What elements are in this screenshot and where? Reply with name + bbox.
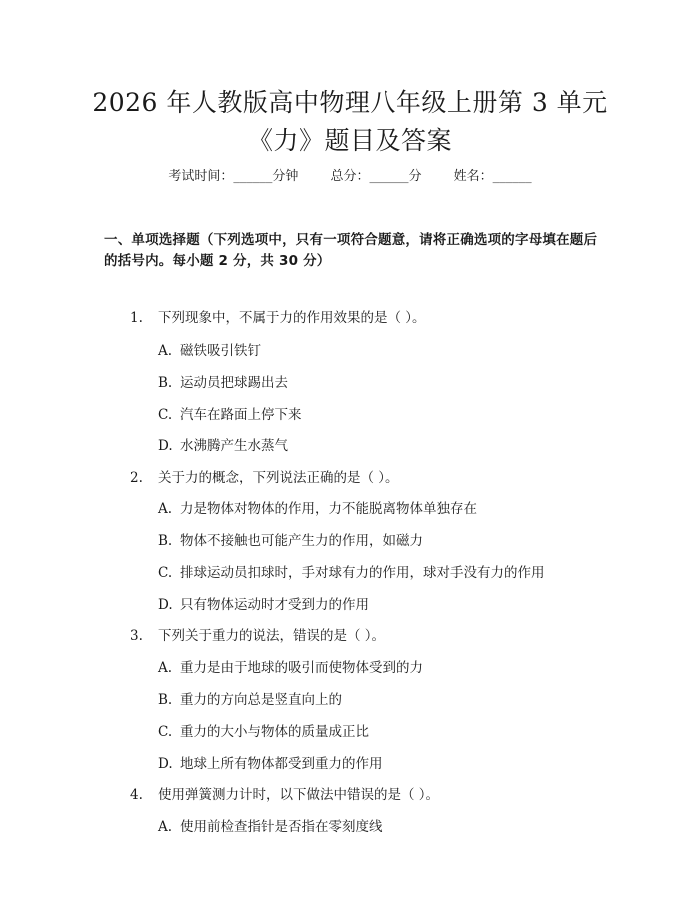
exam-meta [0,168,700,186]
option-text: 重力的大小与物体的质量成正比 [180,724,369,740]
option-text: 排球运动员扣球时，手对球有力的作用，球对手没有力的作用 [180,565,545,581]
question-4 [130,786,439,804]
option-text: 使用前检查指针是否指在零刻度线 [180,819,383,835]
option-letter: B. [158,375,173,391]
option-text: 物体不接触也可能产生力的作用，如磁力 [180,533,423,549]
option-text: 只有物体运动时才受到力的作用 [180,597,369,613]
question-3-option-c [158,723,369,741]
option-text: 力是物体对物体的作用，力不能脱离物体单独存在 [180,501,477,517]
question-number: 4. [130,787,143,803]
question-number: 3. [130,628,143,644]
option-letter: B. [158,533,173,549]
question-text: 下列关于重力的说法，错误的是（ ）。 [158,628,386,644]
question-number: 2. [130,470,143,486]
option-letter: D. [158,597,173,613]
section-heading: 一、单项选择题（下列选项中，只有一项符合题意，请将正确选项的字母填在题后的括号内。每小题 2 分，共 30 分） [104,232,598,269]
option-letter: D. [158,756,173,772]
option-letter: A. [158,660,173,676]
option-letter: C. [158,565,173,581]
option-letter: A. [158,343,173,359]
question-2-option-a [158,500,477,518]
question-3-option-a [158,659,423,677]
question-2-option-d [158,596,369,614]
question-3-option-b [158,691,342,709]
question-2-option-b [158,532,423,550]
student-name: 姓名：______ [453,169,532,184]
option-text: 地球上所有物体都受到重力的作用 [180,756,383,772]
exam-score: 总分：______分 [330,169,422,184]
question-2-option-c [158,564,545,582]
question-text: 关于力的概念，下列说法正确的是（ ）。 [158,470,399,486]
option-text: 运动员把球踢出去 [180,375,288,391]
question-4-option-a [158,818,383,836]
question-1-option-d [158,437,288,455]
option-text: 汽车在路面上停下来 [180,407,302,423]
question-text: 下列现象中，不属于力的作用效果的是（ ）。 [158,310,426,326]
question-text: 使用弹簧测力计时，以下做法中错误的是（ ）。 [158,787,440,803]
option-letter: A. [158,819,173,835]
question-number: 1. [130,310,143,326]
question-1-option-a [158,342,261,360]
document-title-line-2: 《力》题目及答案 [247,126,452,155]
option-letter: A. [158,501,173,517]
document-title-line-1: 2026 年人教版高中物理八年级上册第 3 单元 [92,88,608,117]
question-2 [130,469,399,487]
question-3 [130,627,385,645]
option-text: 重力是由于地球的吸引而使物体受到的力 [180,660,423,676]
option-text: 磁铁吸引铁钉 [180,343,261,359]
option-text: 水沸腾产生水蒸气 [180,438,288,454]
question-1 [130,309,426,327]
option-letter: C. [158,724,173,740]
question-1-option-b [158,374,288,392]
exam-time: 考试时间：______分钟 [168,169,299,184]
option-letter: D. [158,438,173,454]
option-letter: C. [158,407,173,423]
option-text: 重力的方向总是竖直向上的 [180,692,342,708]
option-letter: B. [158,692,173,708]
question-1-option-c [158,406,302,424]
question-3-option-d [158,755,383,773]
